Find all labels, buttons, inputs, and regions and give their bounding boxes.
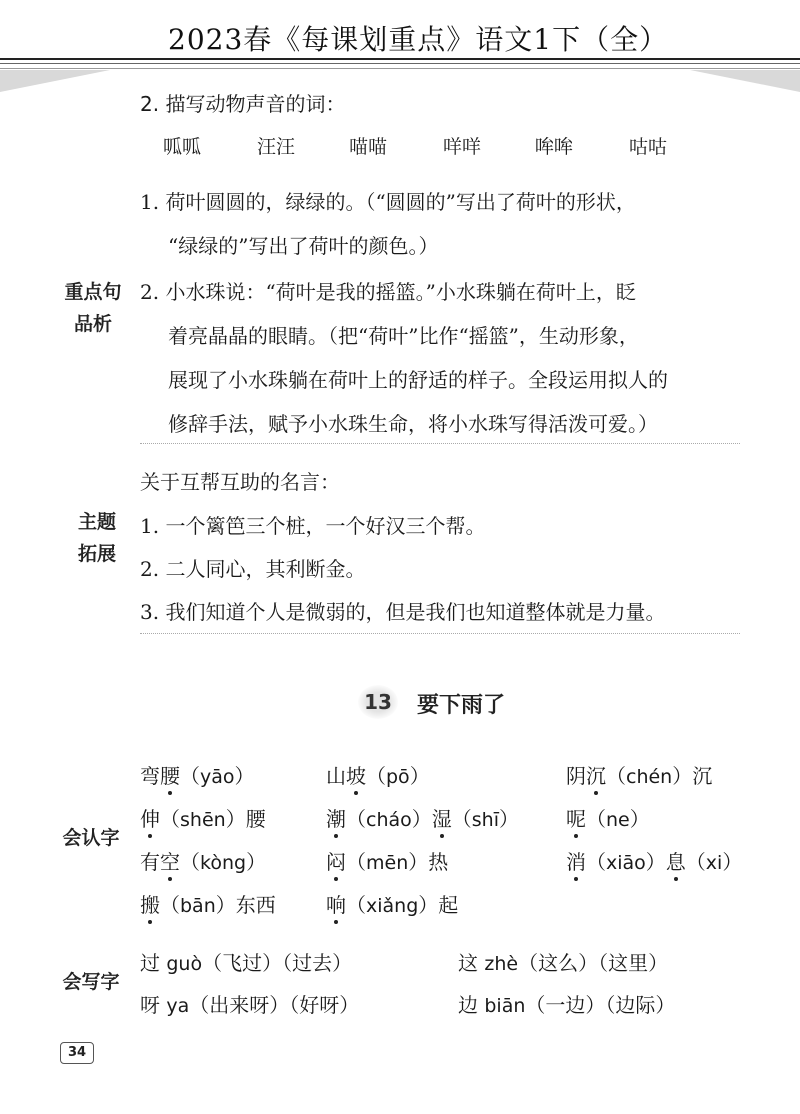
recognize-item: 呢（ne）	[566, 807, 650, 831]
header-rule	[0, 58, 800, 60]
focus-char: 响	[326, 893, 346, 917]
pinyin: ne	[606, 809, 630, 831]
pinyin: yāo	[200, 766, 235, 788]
char-text: 弯	[140, 764, 160, 788]
focus-char: 搬	[140, 893, 160, 917]
write-char: 过	[140, 951, 160, 975]
key-sentence-line: 2. 小水珠说：“荷叶是我的摇篮。”小水珠躺在荷叶上，眨	[140, 280, 636, 304]
sound-word: 呱呱	[163, 136, 202, 158]
sound-word: 咩咩	[443, 136, 482, 158]
section-divider	[140, 443, 740, 444]
write-item	[140, 989, 359, 1018]
pinyin: biān	[484, 995, 526, 1017]
focus-char: 腰	[160, 764, 180, 788]
recognize-item: 消（xiāo）息（xi）	[566, 850, 743, 874]
recognize-item: 弯腰（yāo）	[140, 764, 255, 788]
page-header-title: 2023春《每课划重点》语文1下（全）	[168, 23, 669, 56]
header-rule	[0, 63, 800, 64]
pinyin: xiǎng	[366, 895, 419, 917]
focus-char: 空	[160, 850, 180, 874]
pinyin: pō	[386, 766, 410, 788]
key-sentence-line: 展现了小水珠躺在荷叶上的舒适的样子。全段运用拟人的	[168, 368, 668, 392]
sound-word: 咕咕	[629, 136, 668, 158]
key-sentence-line: 1. 荷叶圆圆的，绿绿的。（“圆圆的”写出了荷叶的形状，	[140, 190, 636, 214]
lesson-title: 要下雨了	[417, 693, 506, 718]
animal-sounds-heading: 2. 描写动物声音的词：	[140, 92, 346, 116]
pinyin: cháo	[366, 809, 412, 831]
pinyin: zhè	[484, 953, 519, 975]
pinyin: chén	[626, 766, 673, 788]
lesson-number-badge: 13	[358, 685, 398, 719]
pinyin: mēn	[366, 852, 409, 874]
label-line: 品析	[73, 313, 112, 335]
theme-line: 3. 我们知道个人是微弱的，但是我们也知道整体就是力量。	[140, 600, 666, 624]
pinyin: bān	[180, 895, 216, 917]
header-rule	[0, 68, 800, 69]
page-number: 34	[60, 1042, 94, 1064]
focus-char: 湿	[431, 807, 452, 831]
header-decoration-right	[690, 70, 800, 92]
write-char: 这	[458, 951, 478, 975]
theme-label	[62, 506, 132, 570]
pinyin: xiāo	[606, 852, 646, 874]
focus-char: 息	[665, 850, 686, 874]
recognize-item: 搬（bān）东西	[140, 893, 276, 917]
sound-word: 喵喵	[349, 136, 388, 158]
char-text: 有	[140, 850, 160, 874]
focus-char: 伸	[140, 807, 160, 831]
pinyin: kòng	[200, 852, 247, 874]
label-line: 拓展	[77, 543, 116, 565]
write-char: 呀	[140, 993, 160, 1017]
label-line: 主题	[77, 511, 116, 533]
key-sentence-line: 修辞手法，赋予小水珠生命，将小水珠写得活泼可爱。）	[168, 412, 658, 436]
recognize-item: 闷（mēn）热	[326, 850, 449, 874]
char-text: 山	[326, 764, 346, 788]
key-sentences-label	[58, 276, 128, 340]
recognize-item: 阴沉（chén）沉	[566, 764, 713, 788]
focus-char: 坡	[346, 764, 366, 788]
example-words: （飞过）（过去）	[202, 951, 353, 975]
pinyin: xi	[705, 852, 723, 874]
focus-char: 沉	[586, 764, 606, 788]
pinyin: guò	[166, 953, 203, 975]
recognize-item: 有空（kòng）	[140, 850, 267, 874]
section-divider	[140, 633, 740, 634]
write-char: 边	[458, 993, 478, 1017]
write-item	[140, 947, 352, 976]
focus-char: 呢	[566, 807, 586, 831]
char-text: 起	[438, 893, 459, 917]
header-decoration-left	[0, 70, 110, 92]
recognize-label: 会认字	[62, 827, 120, 849]
focus-char: 闷	[326, 850, 346, 874]
char-text: 沉	[692, 764, 713, 788]
sound-word: 哞哞	[535, 136, 574, 158]
pinyin: ya	[166, 995, 190, 1017]
pinyin: shī	[471, 809, 499, 831]
example-words: （这么）（这里）	[518, 951, 669, 975]
recognize-item: 响（xiǎng）起	[326, 893, 459, 917]
focus-char: 消	[566, 850, 586, 874]
key-sentence-line: “绿绿的”写出了荷叶的颜色。）	[168, 234, 439, 258]
write-item	[458, 989, 675, 1018]
char-text: 阴	[566, 764, 586, 788]
sound-word: 汪汪	[257, 136, 296, 158]
label-line: 重点句	[64, 281, 122, 303]
key-sentence-line: 着亮晶晶的眼睛。（把“荷叶”比作“摇篮”，生动形象，	[168, 324, 639, 348]
write-label: 会写字	[62, 971, 120, 993]
char-text: 热	[428, 850, 449, 874]
char-text: 腰	[245, 807, 266, 831]
example-words: （一边）（边际）	[525, 993, 676, 1017]
theme-line: 1. 一个篱笆三个桩，一个好汉三个帮。	[140, 514, 486, 538]
example-words: （出来呀）（好呀）	[189, 993, 360, 1017]
focus-char: 潮	[326, 807, 346, 831]
recognize-item: 伸（shēn）腰	[140, 807, 266, 831]
theme-line: 2. 二人同心，其利断金。	[140, 557, 366, 581]
pinyin: shēn	[180, 809, 226, 831]
recognize-item: 山坡（pō）	[326, 764, 430, 788]
recognize-item: 潮（cháo）湿（shī）	[326, 807, 519, 831]
theme-line: 关于互帮互助的名言：	[140, 470, 340, 494]
write-item	[458, 947, 668, 976]
char-text: 东西	[235, 893, 276, 917]
